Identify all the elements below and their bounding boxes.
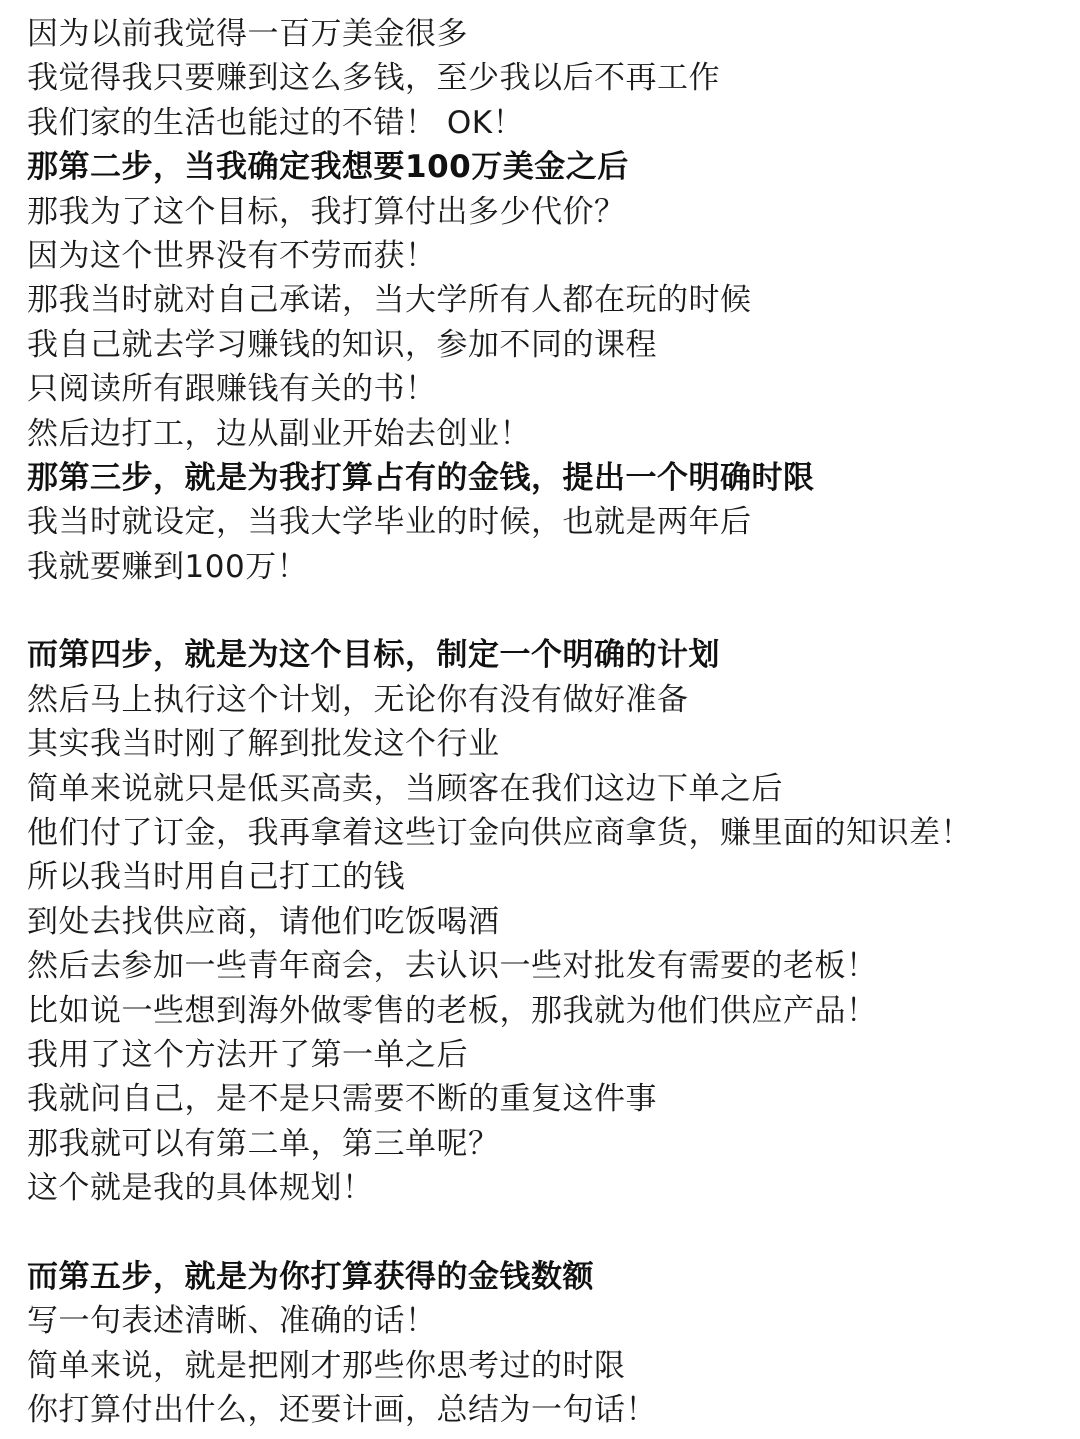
blank-line bbox=[27, 1211, 1067, 1255]
text-line: 因为这个世界没有不劳而获！ bbox=[27, 237, 437, 274]
text-line: 然后去参加一些青年商会，去认识一些对批发有需要的老板！ bbox=[27, 948, 878, 985]
text-line: 简单来说，就是把刚才那些你思考过的时限 bbox=[27, 1347, 626, 1384]
step-heading: 而第四步，就是为这个目标，制定一个明确的计划 bbox=[27, 637, 720, 674]
text-line: 只阅读所有跟赚钱有关的书！ bbox=[27, 371, 437, 408]
blank-line bbox=[27, 589, 1067, 633]
text-line: 然后边打工，边从副业开始去创业！ bbox=[27, 415, 531, 452]
text-line: 那我为了这个目标，我打算付出多少代价？ bbox=[27, 193, 626, 230]
text-line: 他们付了订金，我再拿着这些订金向供应商拿货，赚里面的知识差！ bbox=[27, 815, 972, 852]
text-line: 其实我当时刚了解到批发这个行业 bbox=[27, 726, 500, 763]
text-line: 然后马上执行这个计划，无论你有没有做好准备 bbox=[27, 681, 689, 718]
text-line: 所以我当时用自己打工的钱 bbox=[27, 859, 405, 896]
document-body bbox=[27, 12, 1067, 1433]
text-line: 我就问自己，是不是只需要不断的重复这件事 bbox=[27, 1081, 657, 1118]
text-line: 那我就可以有第二单，第三单呢？ bbox=[27, 1125, 500, 1162]
text-line: 我自己就去学习赚钱的知识，参加不同的课程 bbox=[27, 326, 657, 363]
text-line: 我就要赚到100万！ bbox=[27, 548, 309, 585]
text-line: 我用了这个方法开了第一单之后 bbox=[27, 1036, 468, 1073]
text-line: 比如说一些想到海外做零售的老板，那我就为他们供应产品！ bbox=[27, 992, 878, 1029]
text-line: 我当时就设定，当我大学毕业的时候，也就是两年后 bbox=[27, 504, 752, 541]
step-heading: 那第二步，当我确定我想要100万美金之后 bbox=[27, 149, 629, 186]
text-line: 我觉得我只要赚到这么多钱，至少我以后不再工作 bbox=[27, 60, 720, 97]
text-line: 这个就是我的具体规划！ bbox=[27, 1170, 374, 1207]
text-line: 到处去找供应商，请他们吃饭喝酒 bbox=[27, 903, 500, 940]
text-line: 我们家的生活也能过的不错！ OK！ bbox=[27, 104, 525, 141]
text-line: 那我当时就对自己承诺，当大学所有人都在玩的时候 bbox=[27, 282, 752, 319]
step-heading: 那第三步，就是为我打算占有的金钱，提出一个明确时限 bbox=[27, 459, 815, 496]
text-line: 因为以前我觉得一百万美金很多 bbox=[27, 16, 468, 52]
step-heading: 而第五步，就是为你打算获得的金钱数额 bbox=[27, 1258, 594, 1295]
text-line: 写一句表述清晰、准确的话！ bbox=[27, 1303, 437, 1340]
text-line: 你打算付出什么，还要计画，总结为一句话！ bbox=[27, 1392, 657, 1429]
text-line: 简单来说就只是低买高卖，当顾客在我们这边下单之后 bbox=[27, 770, 783, 807]
